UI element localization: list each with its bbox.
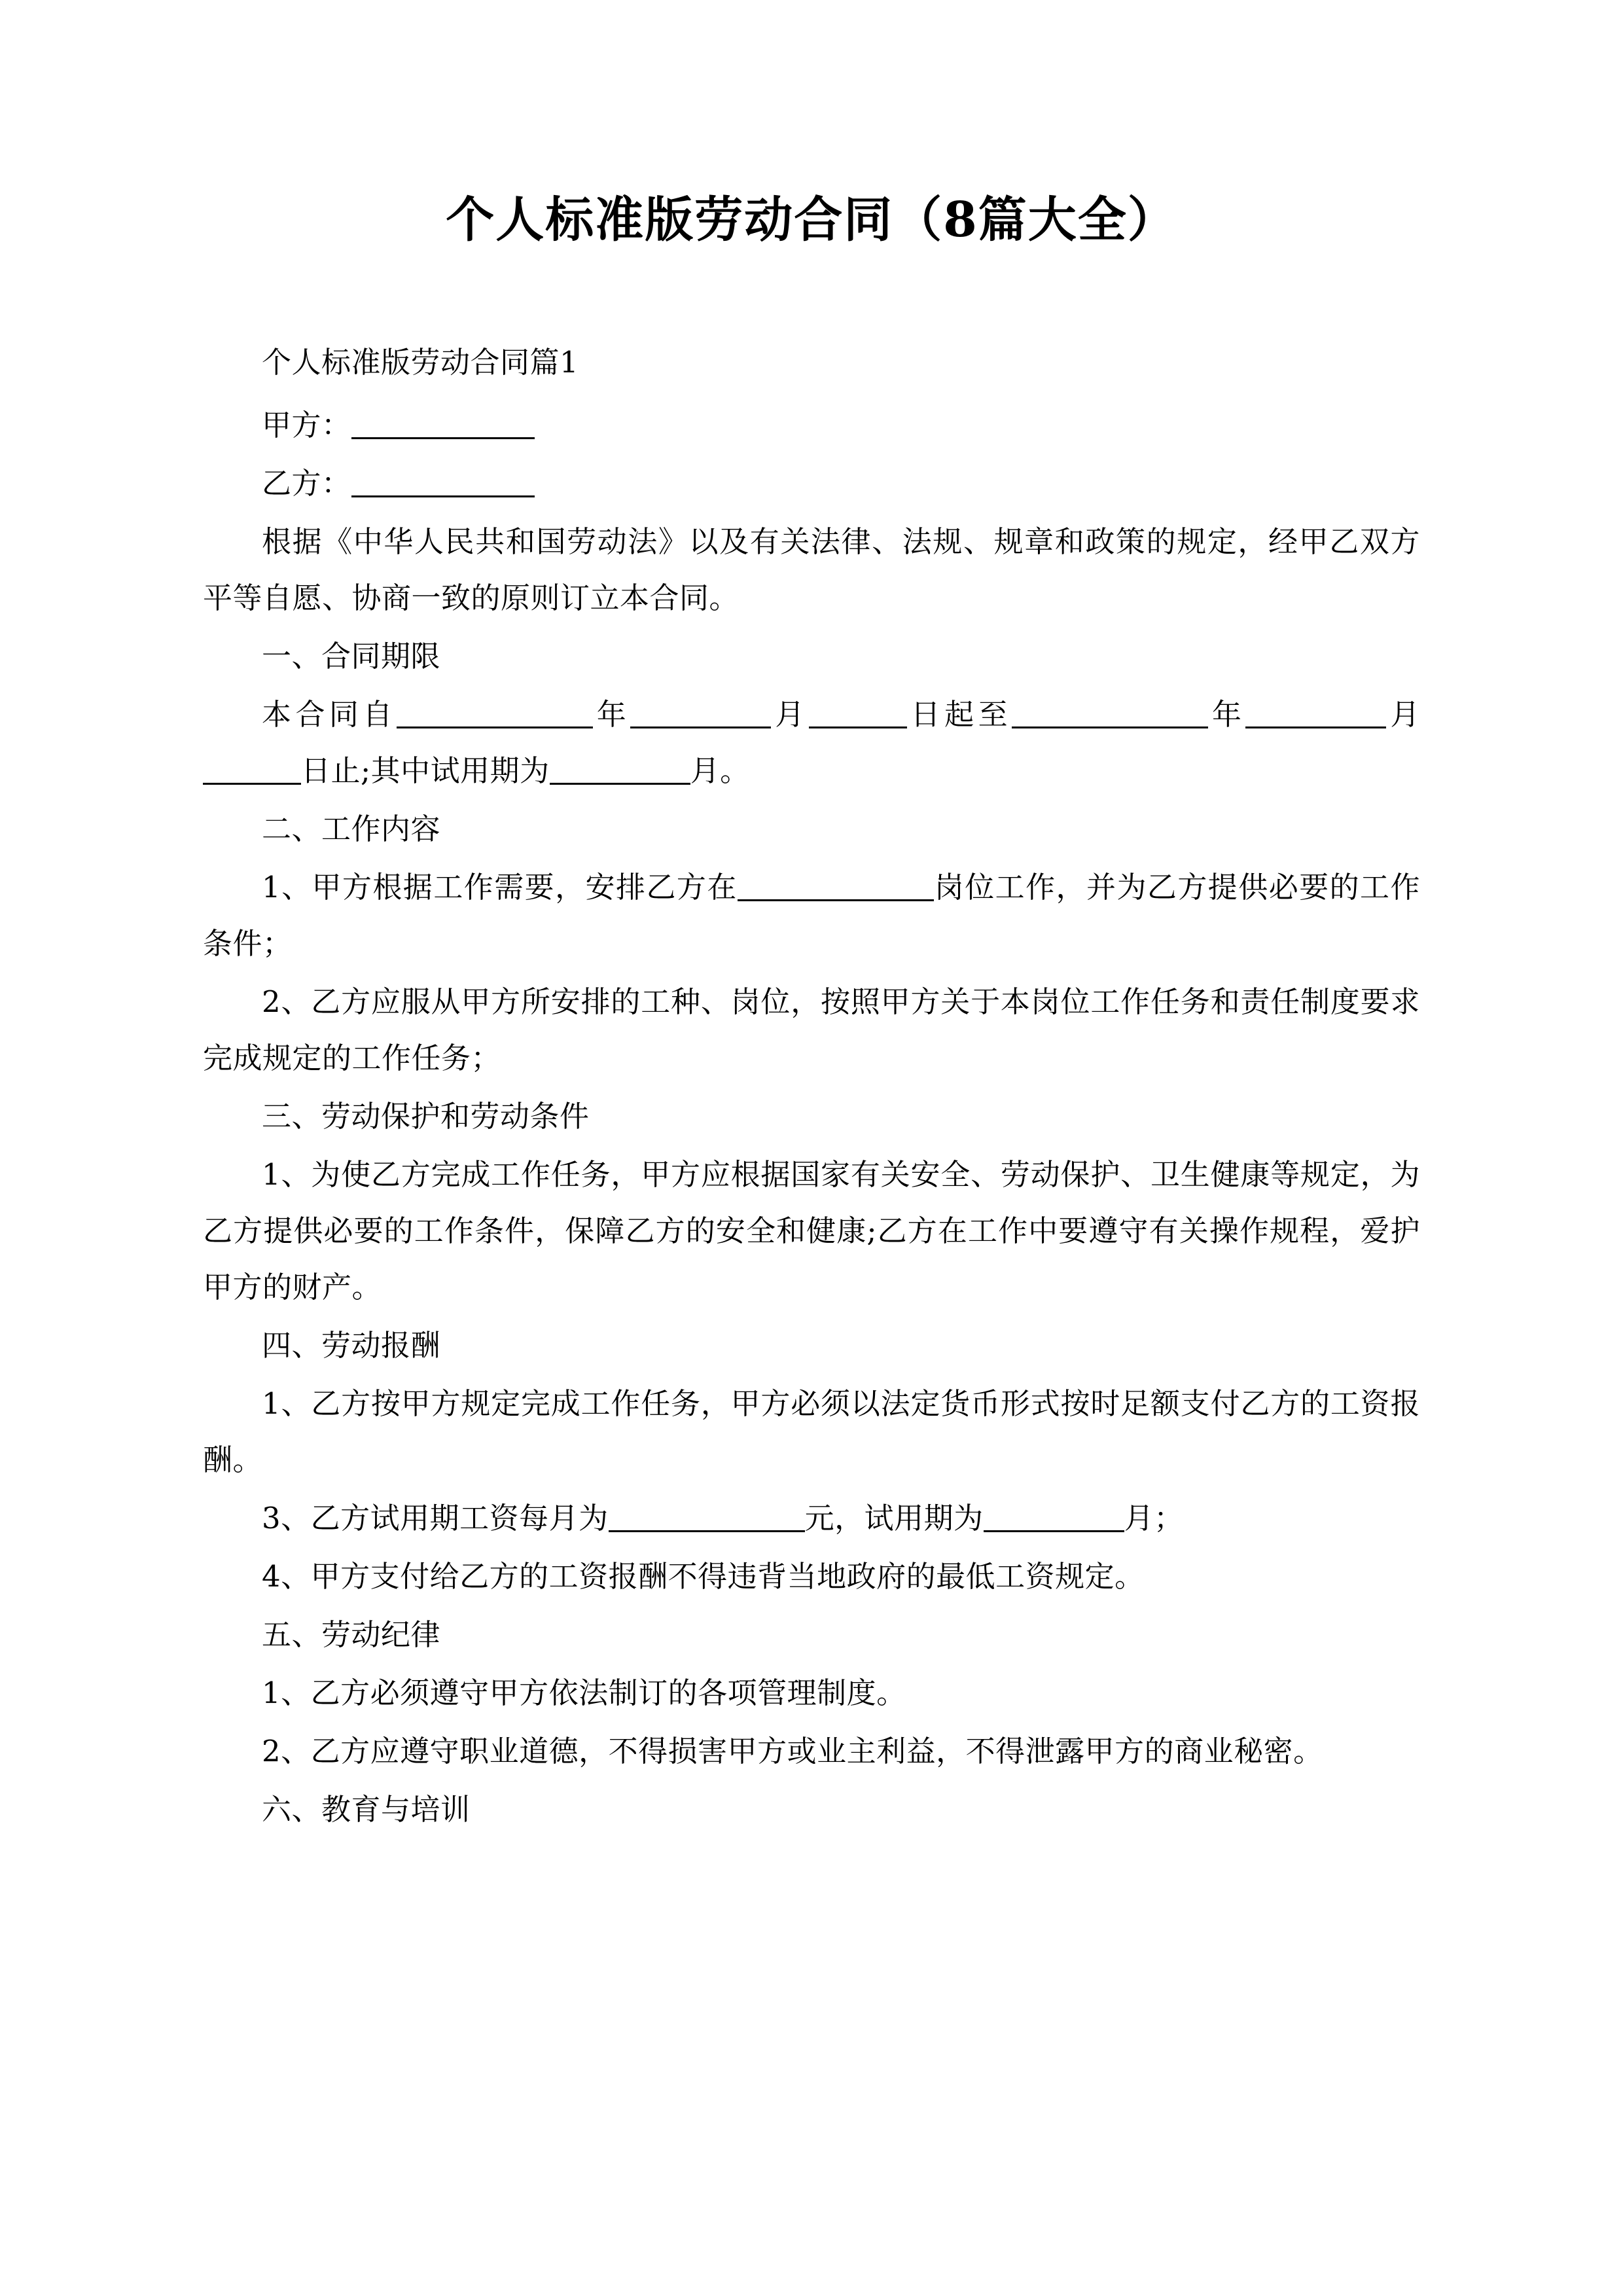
preamble-line-2: 经甲乙双方平等自愿、协商一致的原则订立本合同。 xyxy=(203,524,1420,615)
section-5-item-1: 1、乙方必须遵守甲方依法制订的各项管理制度。 xyxy=(262,1675,906,1710)
section-4-item-1: 1、乙方按甲方规定完成工作任务，甲方必须以法定货币形式按时足额支付乙方的工资报酬。 xyxy=(203,1386,1420,1477)
section-4-item-3-prefix: 3、乙方试用期工资每月为 xyxy=(262,1500,609,1535)
party-b-blank[interactable] xyxy=(351,468,535,497)
section-heading-2: 二、工作内容 xyxy=(262,811,441,846)
term-end-month-blank[interactable] xyxy=(1245,699,1386,728)
preamble-paragraph xyxy=(203,514,1420,626)
term-fragment-7: 月。 xyxy=(690,753,750,788)
section-4-item-3 xyxy=(203,1490,1420,1547)
term-end-day-blank[interactable] xyxy=(203,755,301,785)
page-title: 个人标准版劳动合同（8篇大全） xyxy=(446,192,1177,248)
section-heading-1: 一、合同期限 xyxy=(262,638,441,673)
section-4-item-3-middle: 元，试用期为 xyxy=(804,1500,984,1535)
section-4-item-4: 4、甲方支付给乙方的工资报酬不得违背当地政府的最低工资规定。 xyxy=(262,1558,1145,1594)
section-heading-6: 六、教育与培训 xyxy=(262,1791,471,1827)
party-b-label: 乙方： xyxy=(262,465,351,501)
document-subtitle: 个人标准版劳动合同篇1 xyxy=(262,344,579,380)
term-fragment-2: 月 xyxy=(771,696,809,732)
section-heading-5: 五、劳动纪律 xyxy=(262,1617,441,1652)
term-start-day-blank[interactable] xyxy=(809,699,907,728)
term-fragment-0: 本合同自 xyxy=(262,696,397,732)
section-2-item-1-suffix: 岗位工作，并为乙方提供必要的工作条件； xyxy=(203,869,1420,961)
term-fragment-5: 月 xyxy=(1386,696,1420,732)
term-fragment-4: 年 xyxy=(1208,696,1246,732)
term-end-year-blank[interactable] xyxy=(1012,699,1208,728)
section-3-item-1: 1、为使乙方完成工作任务，甲方应根据国家有关安全、劳动保护、卫生健康等规定，为乙方提供必要的工作条件，保障乙方的安全和健康;乙方在工作中要遵守有关操作规程，爱护甲方的财产。 xyxy=(203,1157,1420,1304)
party-a-label: 甲方： xyxy=(262,407,351,442)
probation-salary-blank[interactable] xyxy=(609,1503,805,1532)
section-4-item-3-suffix: 月； xyxy=(1124,1500,1184,1535)
preamble-line-1: 根据《中华人民共和国劳动法》以及有关法律、法规、规章和政策的规定， xyxy=(262,524,1269,559)
section-heading-4: 四、劳动报酬 xyxy=(262,1327,441,1363)
section-5-item-2: 2、乙方应遵守职业道德，不得损害甲方或业主利益，不得泄露甲方的商业秘密。 xyxy=(262,1733,1323,1768)
term-fragment-1: 年 xyxy=(592,696,631,732)
term-fragment-6: 日止;其中试用期为 xyxy=(301,753,550,788)
contract-term-line xyxy=(203,687,1420,799)
party-a-blank[interactable] xyxy=(351,410,535,439)
term-start-year-blank[interactable] xyxy=(397,699,593,728)
term-start-month-blank[interactable] xyxy=(630,699,771,728)
job-position-blank[interactable] xyxy=(738,872,934,901)
probation-period-blank[interactable] xyxy=(984,1503,1124,1532)
probation-months-blank[interactable] xyxy=(550,755,690,785)
term-fragment-3: 日起至 xyxy=(906,696,1012,732)
section-2-item-2: 2、乙方应服从甲方所安排的工种、岗位，按照甲方关于本岗位工作任务和责任制度要求完成规定的工作任务； xyxy=(203,984,1420,1075)
party-b-line xyxy=(203,456,1420,512)
section-heading-3: 三、劳动保护和劳动条件 xyxy=(262,1098,590,1134)
party-a-line xyxy=(203,397,1420,454)
section-2-item-1-prefix: 1、甲方根据工作需要，安排乙方在 xyxy=(262,869,738,905)
section-2-item-1 xyxy=(203,859,1420,972)
